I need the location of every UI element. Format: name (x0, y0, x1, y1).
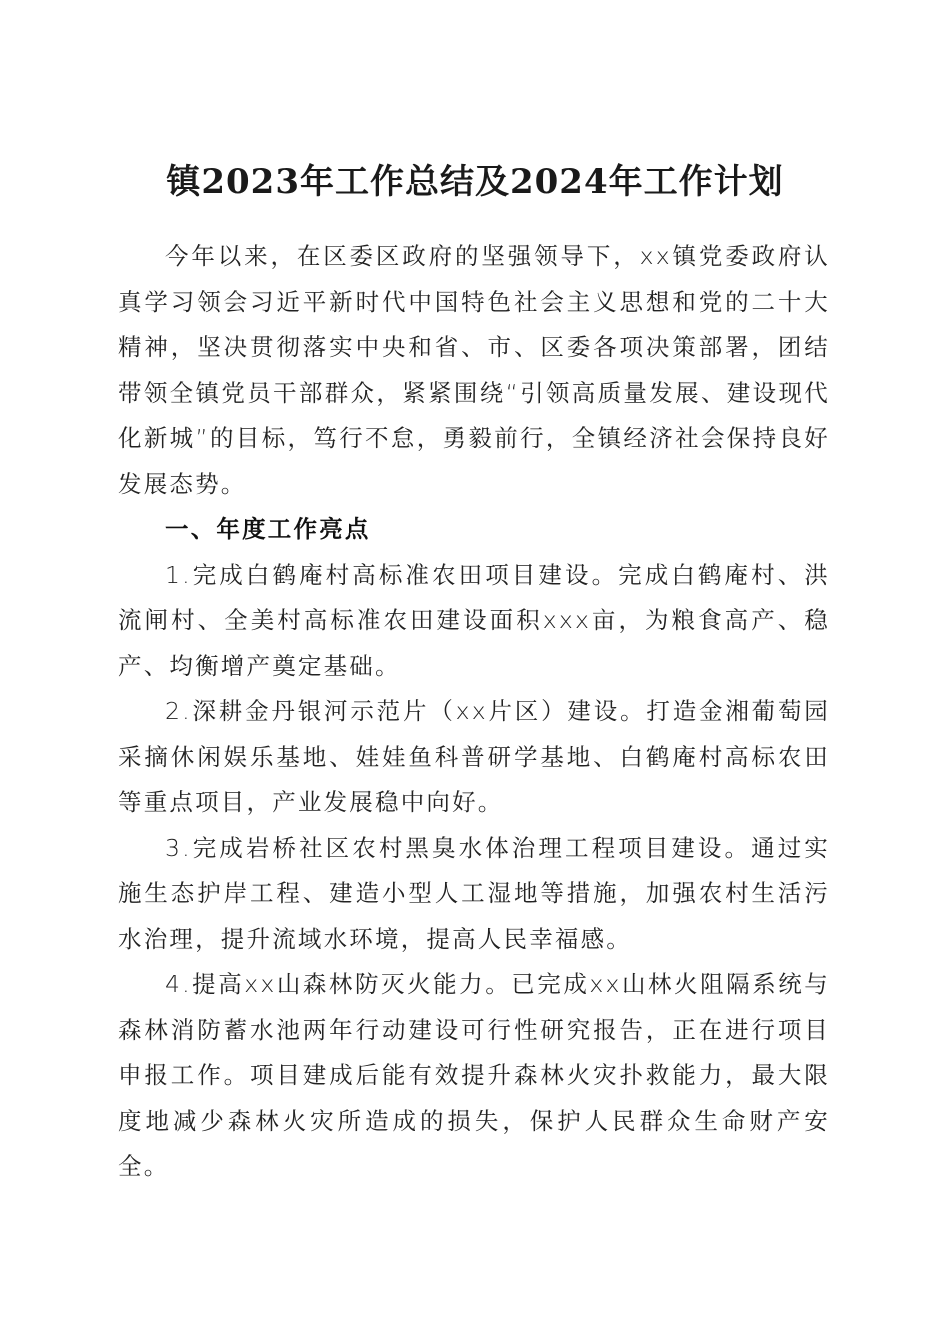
list-item: 3.完成岩桥社区农村黑臭水体治理工程项目建设。通过实施生态护岸工程、建造小型人工湿地等措施，加强农村生活污水治理，提升流域水环境，提高人民幸福感。 (118, 833, 830, 953)
document-body (118, 234, 830, 1190)
list-item: 2.深耕金丹银河示范片（xx片区）建设。打造金湘葡萄园采摘休闲娱乐基地、娃娃鱼科普研学基地、白鹤庵村高标农田等重点项目，产业发展稳中向好。 (118, 697, 830, 816)
list-item: 4.提高xx山森林防灭火能力。已完成xx山林火阻隔系统与森林消防蓄水池两年行动建设可行性研究报告，正在进行项目申报工作。项目建成后能有效提升森林火灾扑救能力，最大限度地减少森林火灾所造成的损失，保护人民群众生命财产安全。 (118, 970, 830, 1180)
document-title: 镇2023年工作总结及2024年工作计划 (166, 161, 784, 202)
section-heading: 一、年度工作亮点 (165, 515, 371, 543)
intro-paragraph: 今年以来，在区委区政府的坚强领导下，xx镇党委政府认真学习领会习近平新时代中国特色社会主义思想和党的二十大精神，坚决贯彻落实中央和省、市、区委各项决策部署，团结带领全镇党员干部群众，紧紧围绕“引领高质量发展、建设现代化新城”的目标，笃行不怠，勇毅前行，全镇经济社会保持良好发展态势。 (118, 242, 830, 498)
list-item: 1.完成白鹤庵村高标准农田项目建设。完成白鹤庵村、洪流闸村、全美村高标准农田建设面积xxx亩，为粮食高产、稳产、均衡增产奠定基础。 (118, 560, 830, 680)
